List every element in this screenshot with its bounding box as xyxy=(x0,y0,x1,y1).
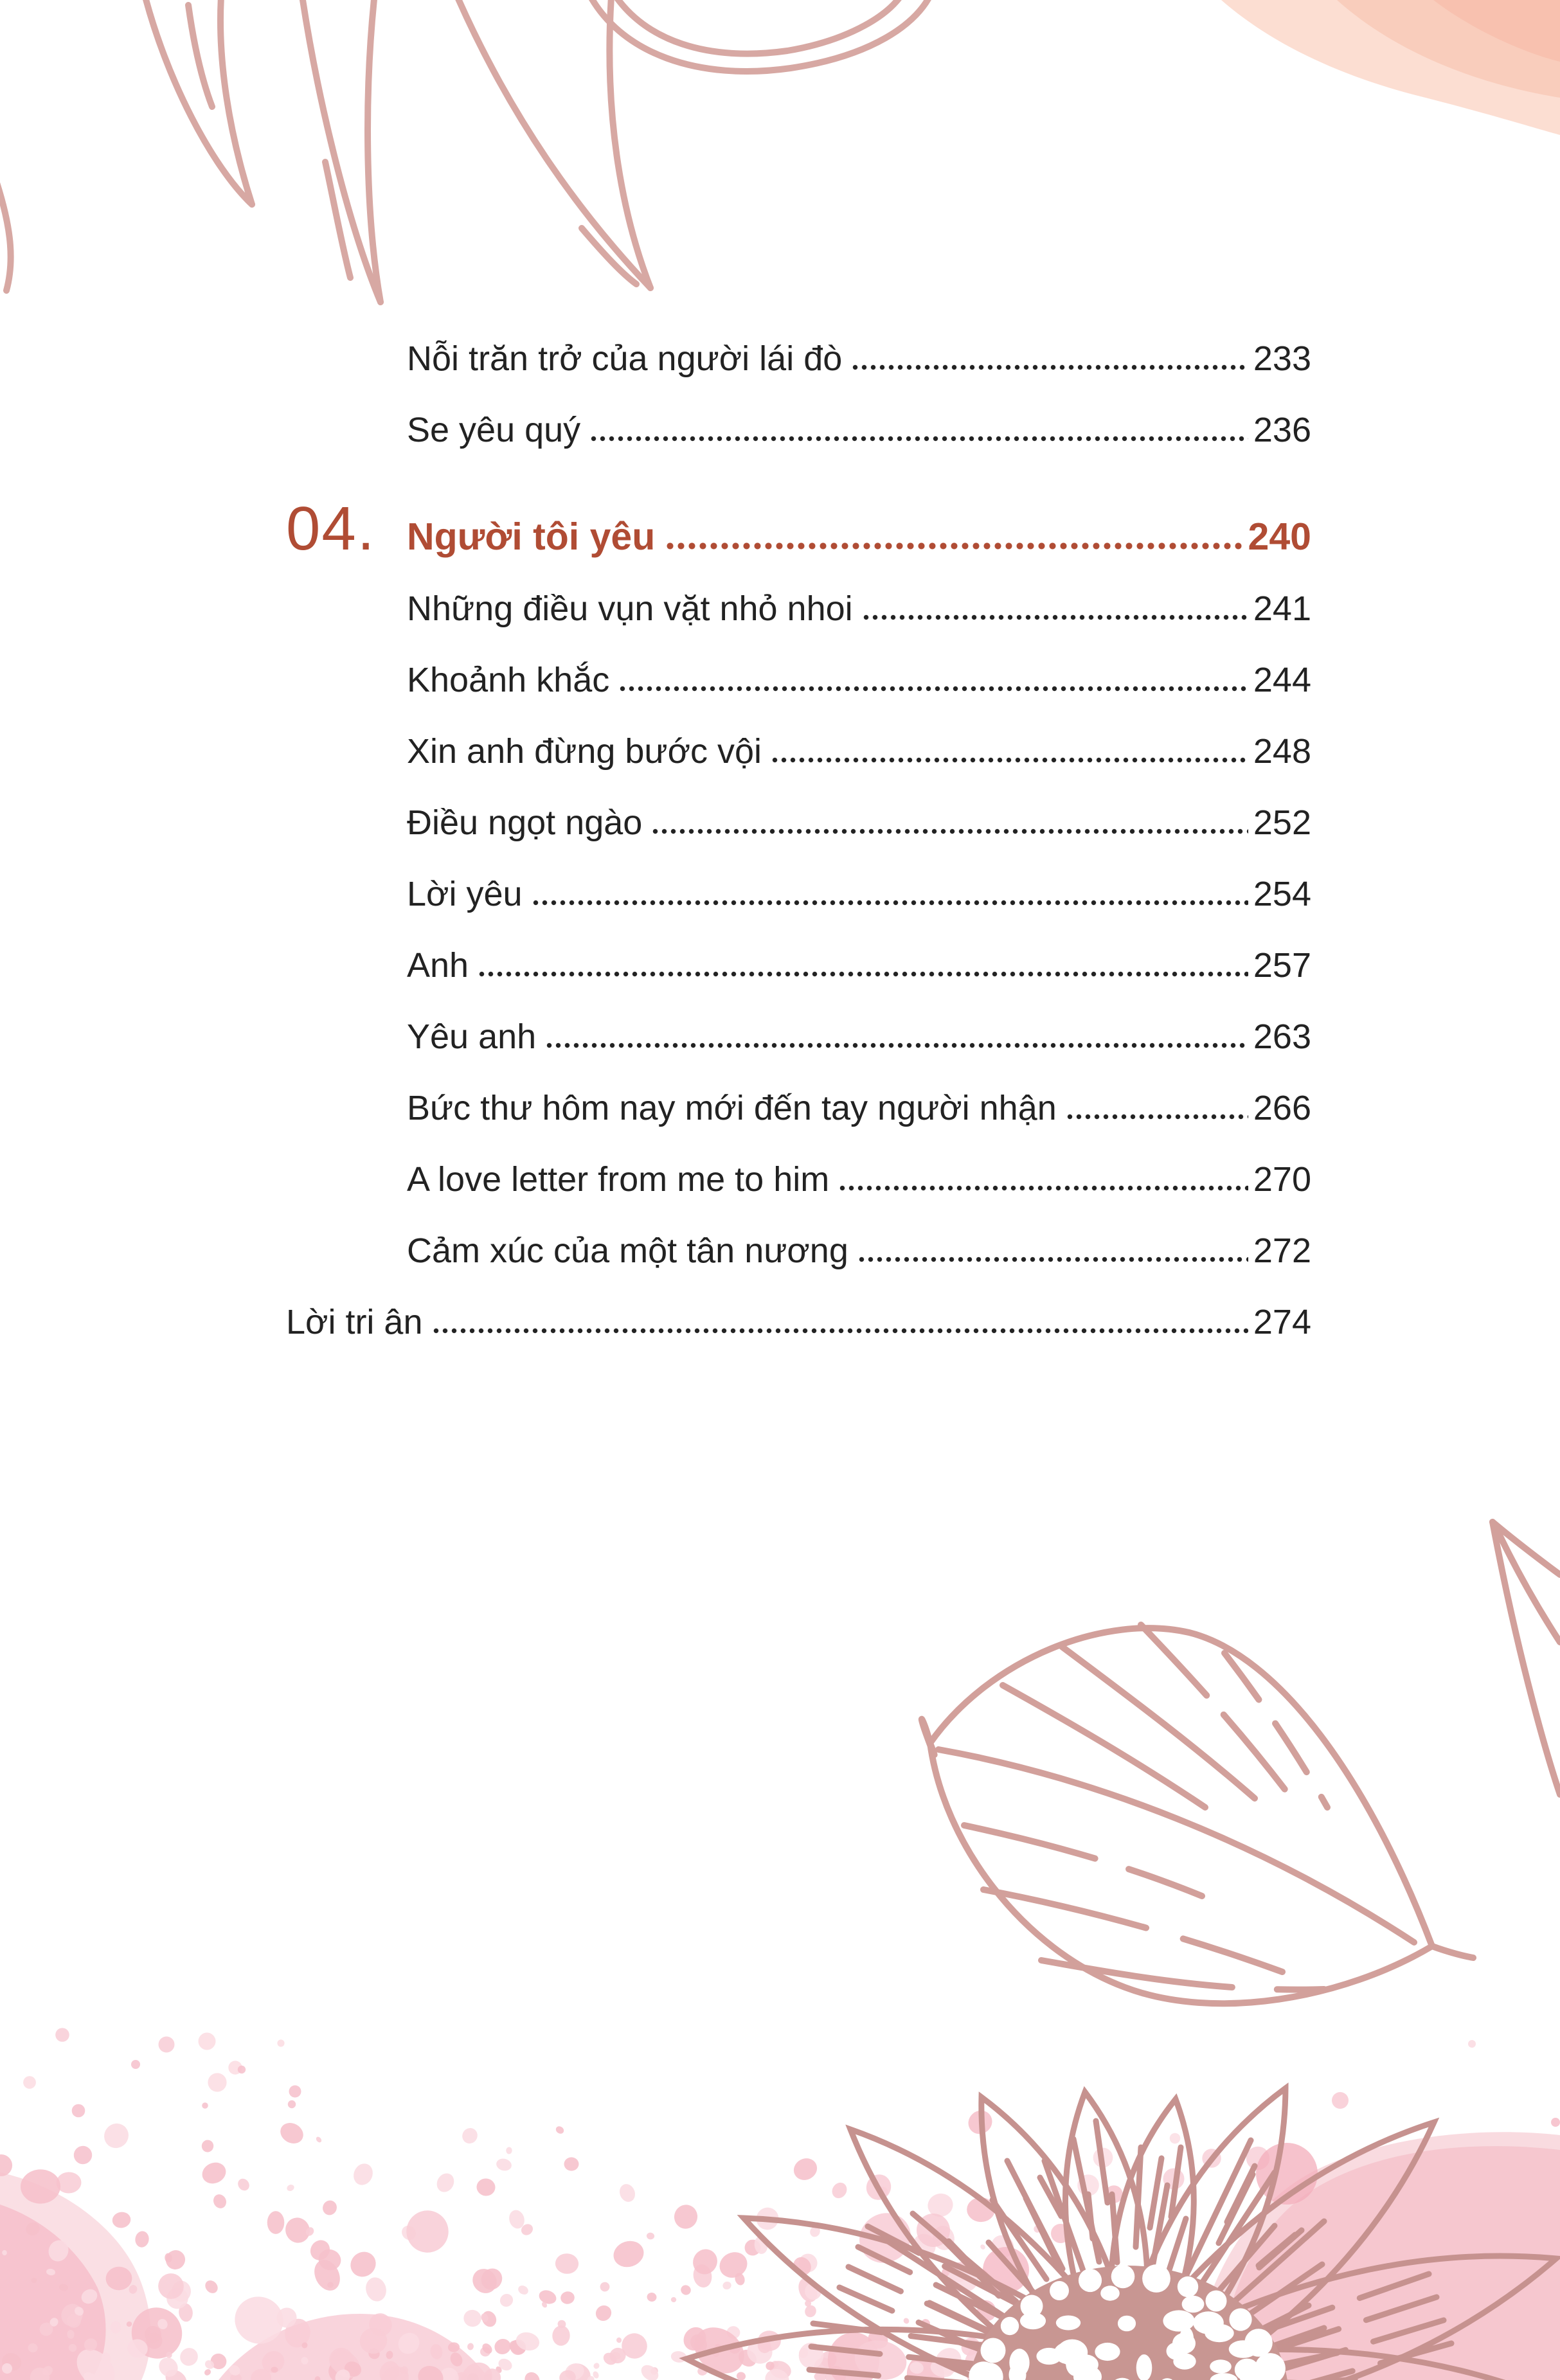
dot-leader xyxy=(546,1042,1248,1048)
toc-entry-label: A love letter from me to him xyxy=(407,1160,830,1199)
toc-entry-label: Lời yêu xyxy=(407,875,523,913)
toc-entry xyxy=(407,1144,1311,1215)
toc-entry-label: Những điều vụn vặt nhỏ nhoi xyxy=(407,589,853,628)
toc-entry-page: 257 xyxy=(1253,946,1311,985)
toc-entry-label: Cảm xúc của một tân nương xyxy=(407,1231,848,1270)
toc-entry-page: 263 xyxy=(1253,1017,1311,1056)
toc-entry-page: 233 xyxy=(1253,339,1311,378)
toc-entry-page: 248 xyxy=(1253,732,1311,771)
toc-entry-label: Se yêu quý xyxy=(407,411,581,449)
toc-entry-page: 254 xyxy=(1253,875,1311,913)
toc-entry xyxy=(407,859,1311,930)
toc-entry-label: Điều ngọt ngào xyxy=(407,803,643,842)
toc-entry-page: 252 xyxy=(1253,803,1311,842)
toc-entry-page: 241 xyxy=(1253,589,1311,628)
toc-entry-page: 274 xyxy=(1253,1303,1311,1341)
toc-entry-label: Nỗi trăn trở của người lái đò xyxy=(407,339,843,378)
toc-entry xyxy=(407,395,1311,466)
section-number: 04. xyxy=(286,494,376,563)
toc-chapter-entry xyxy=(286,493,1311,564)
toc-entry-label: Khoảnh khắc xyxy=(407,661,610,699)
toc-entry-page: 236 xyxy=(1253,411,1311,449)
dot-leader xyxy=(839,1185,1248,1191)
dot-leader xyxy=(620,686,1248,692)
toc-entry-label: Bức thư hôm nay mới đến tay người nhận xyxy=(407,1089,1057,1127)
toc-entry-label: Yêu anh xyxy=(407,1017,537,1056)
toc-entry xyxy=(407,930,1311,1001)
toc-entry xyxy=(286,1287,1311,1358)
toc-entry xyxy=(407,1001,1311,1073)
dot-leader xyxy=(772,757,1248,763)
toc-entry xyxy=(407,1073,1311,1144)
dot-leader xyxy=(852,364,1248,370)
toc-entry-page: 270 xyxy=(1253,1160,1311,1199)
toc-entry-label: Người tôi yêu xyxy=(407,515,656,558)
toc-entry-label: Xin anh đừng bước vội xyxy=(407,732,762,771)
toc-entry xyxy=(407,573,1311,645)
toc-entry-page: 240 xyxy=(1248,515,1311,558)
toc-entry xyxy=(407,787,1311,859)
dot-leader xyxy=(533,900,1248,906)
dot-leader xyxy=(652,828,1248,834)
toc-entry-label: Lời tri ân xyxy=(286,1303,423,1341)
dot-leader xyxy=(479,971,1248,977)
dot-leader xyxy=(1067,1114,1248,1120)
toc-entry xyxy=(407,716,1311,787)
dot-leader xyxy=(667,542,1241,550)
table-of-contents xyxy=(286,323,1311,1358)
toc-entry-page: 272 xyxy=(1253,1231,1311,1270)
toc-entry xyxy=(407,323,1311,395)
toc-entry-page: 266 xyxy=(1253,1089,1311,1127)
toc-entry-page: 244 xyxy=(1253,661,1311,699)
dot-leader xyxy=(433,1328,1248,1334)
dot-leader xyxy=(591,436,1248,442)
dot-leader xyxy=(863,614,1248,620)
toc-entry-label: Anh xyxy=(407,946,469,985)
toc-entry xyxy=(407,1215,1311,1287)
dot-leader xyxy=(859,1257,1248,1262)
toc-entry xyxy=(407,645,1311,716)
